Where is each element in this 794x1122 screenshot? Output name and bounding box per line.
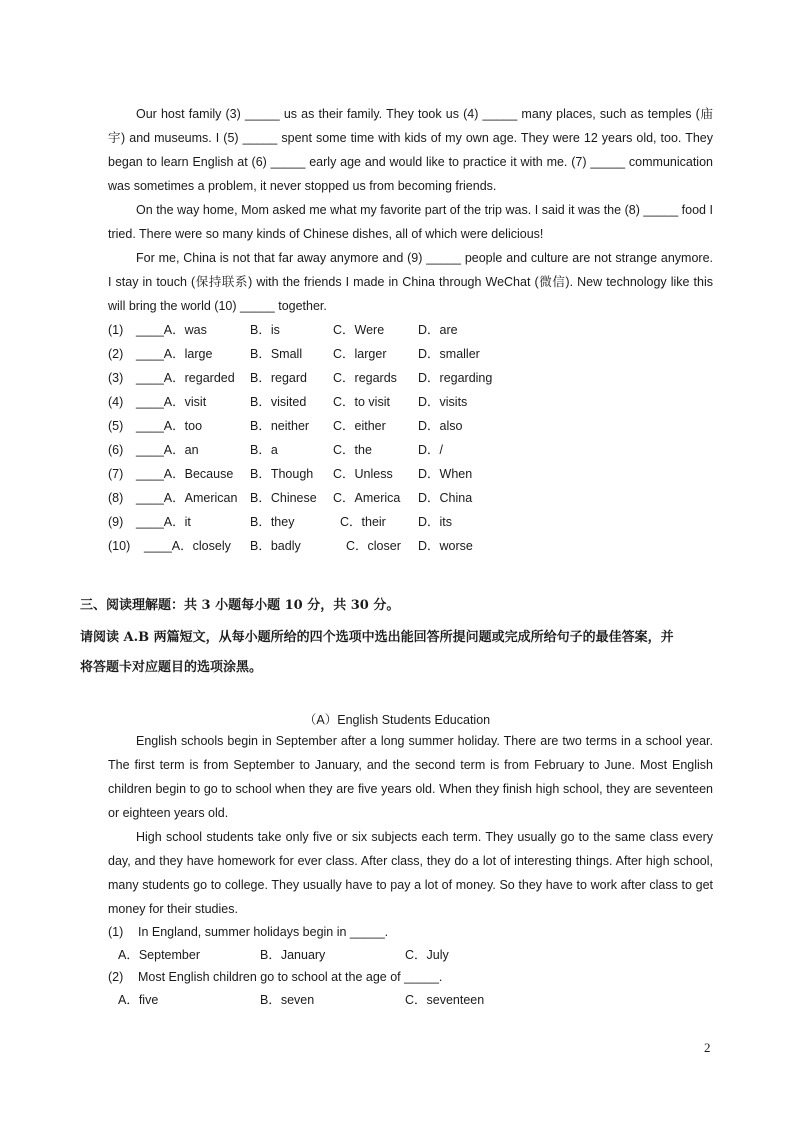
passage-paragraph: English schools begin in September after a long summer holiday. There are two terms in a school year. The first term is from September to January, and the second term is from February to June. Most English children begin to go to school when they are five years old. When they finish high school, they are seventeen or eighteen years old. <box>108 734 713 820</box>
passage-paragraph: High school students take only five or six subjects each term. They usually go to the same class every day, and they have homework for ever class. After class, they do a lot of interesting things. After high school, many students go to college. They usually have to pay a lot of money. So they have to work after class to get money for their studies. <box>108 830 713 916</box>
passage-title: （A）English Students Education <box>303 713 491 727</box>
section-heading: 三、阅读理解题：共 3 小题每小题 10 分，共 30 分。 <box>80 598 400 613</box>
page-number: 2 <box>704 1040 711 1055</box>
passage-paragraph: For me, China is not that far away anymore and (9) _____ people and culture are not strange anymore. I stay in touch (保持联系) with the friends I made in China through WeChat (微信). New technology like this will bring the world (10) _____ together. <box>108 251 713 313</box>
section-instruction: 将答题卡对应题目的选项涂黑。 <box>80 660 263 675</box>
passage-paragraph: On the way home, Mom asked me what my favorite part of the trip was. I said it was the (8) _____ food I tried. There were so many kinds of Chinese dishes, all of which were delicious! <box>108 203 713 241</box>
section-instruction: 请阅读 A.B 两篇短文，从每小题所给的四个选项中选出能回答所提问题或完成所给句子的最佳答案，并 <box>80 630 674 645</box>
passage-paragraph: Our host family (3) _____ us as their family. They took us (4) _____ many places, such as temples (庙宇) and museums. I (5) _____ spent some time with kids of my own age. They were 12 years old, too. They began to learn English at (6) _____ early age and would like to practice it with me. (7) _____ communication was sometimes a problem, it never stopped us from becoming friends. <box>108 107 713 193</box>
